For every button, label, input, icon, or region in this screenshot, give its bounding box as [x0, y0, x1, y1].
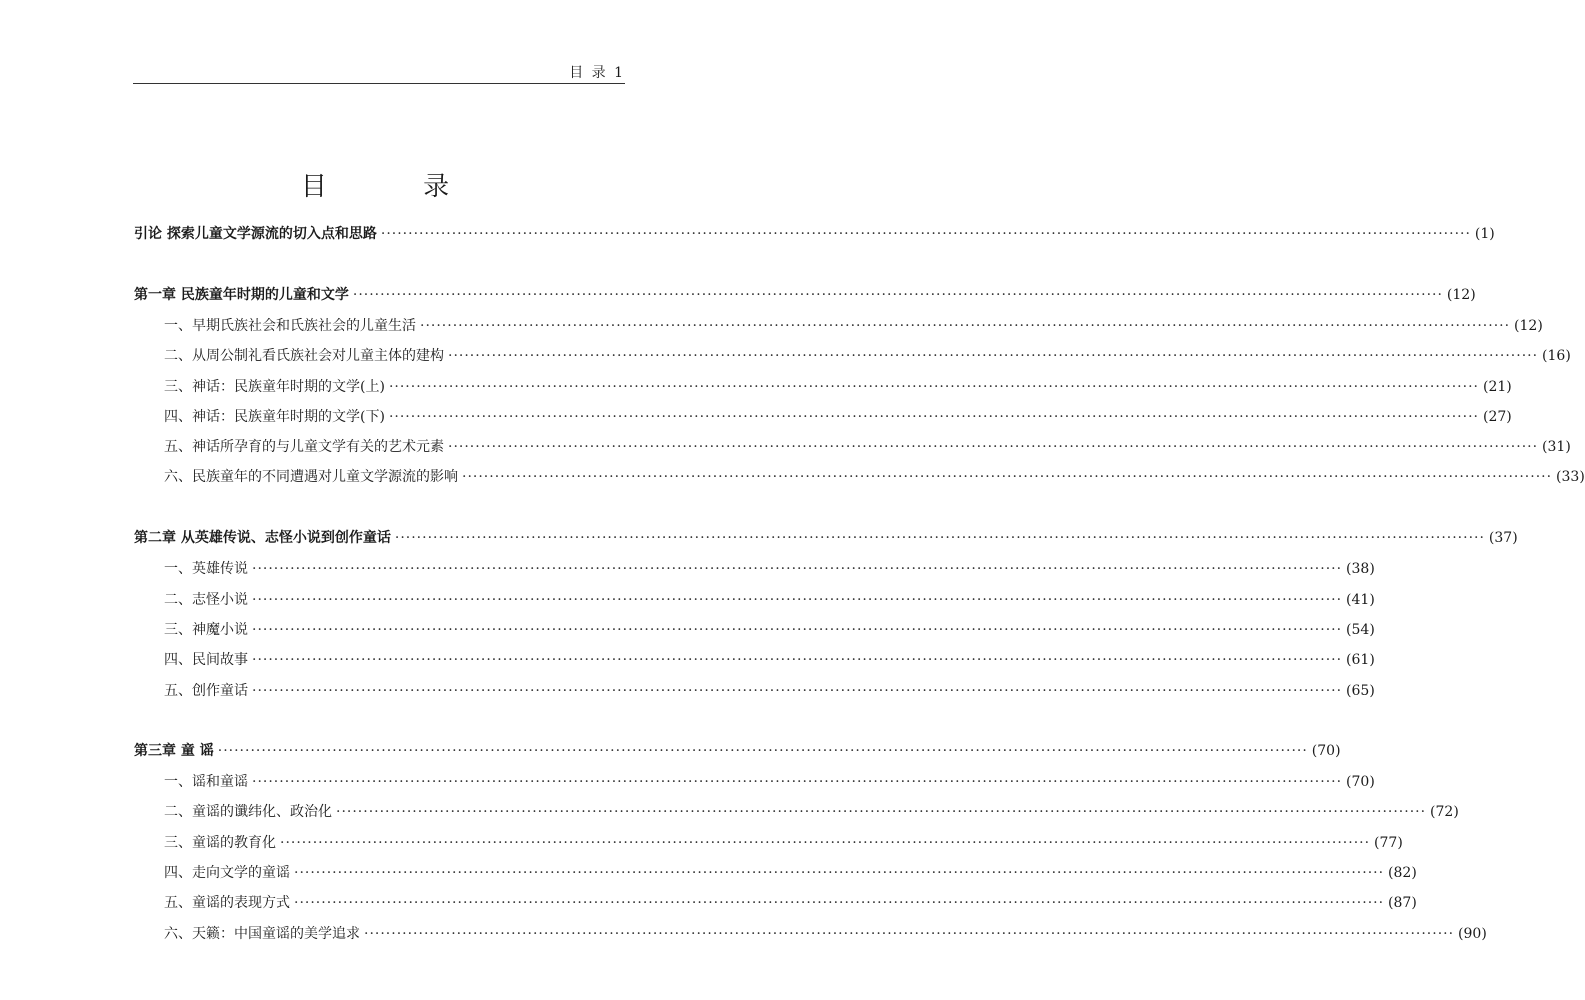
entry-label: 四、民间故事 — [164, 652, 248, 668]
dot-leader: ········································································································································································································ — [364, 926, 1455, 942]
dot-leader: ········································································································································································································ — [294, 865, 1385, 881]
entry-label: 二、童谣的谶纬化、政治化 — [164, 804, 332, 820]
dot-leader: ········································································································································································································ — [352, 287, 1443, 303]
toc-section-entry[interactable] — [164, 316, 1543, 336]
dot-leader: ········································································································································································································ — [280, 835, 1371, 851]
toc-section-entry[interactable] — [164, 924, 1487, 944]
toc-section-entry[interactable] — [164, 559, 1375, 579]
entry-label: 引论 探索儿童文学源流的切入点和思路 — [134, 226, 377, 242]
entry-label: 五、创作童话 — [164, 683, 248, 699]
entry-page-number: (87) — [1388, 895, 1417, 911]
toc-chapter-entry[interactable] — [134, 741, 1341, 761]
dot-leader: ········································································································································································································ — [252, 622, 1343, 638]
toc-section-entry[interactable] — [164, 802, 1459, 822]
toc-section-entry[interactable] — [164, 407, 1512, 427]
dot-leader: ········································································································································································································ — [252, 774, 1343, 790]
dot-leader: ········································································································································································································ — [394, 530, 1485, 546]
entry-page-number: (1) — [1474, 226, 1495, 242]
entry-label: 四、走向文学的童谣 — [164, 865, 290, 881]
entry-label: 一、早期氏族社会和氏族社会的儿童生活 — [164, 318, 416, 334]
entry-label: 二、从周公制礼看氏族社会对儿童主体的建构 — [164, 348, 444, 364]
entry-page-number: (70) — [1311, 743, 1341, 759]
entry-page-number: (12) — [1446, 287, 1476, 303]
entry-page-number: (41) — [1346, 592, 1375, 608]
entry-label: 三、神魔小说 — [164, 622, 248, 638]
toc-section-entry[interactable] — [164, 772, 1375, 792]
dot-leader: ········································································································································································································ — [462, 469, 1553, 485]
toc-chapter-entry[interactable] — [134, 528, 1518, 548]
toc-section-entry[interactable] — [164, 620, 1375, 640]
entry-page-number: (70) — [1346, 774, 1375, 790]
running-head: 目 录 1 — [569, 65, 625, 81]
dot-leader: ········································································································································································································ — [448, 439, 1539, 455]
dot-leader: ········································································································································································································ — [388, 409, 1479, 425]
entry-page-number: (61) — [1346, 652, 1375, 668]
toc-section-entry[interactable] — [164, 437, 1571, 457]
entry-page-number: (38) — [1346, 561, 1375, 577]
entry-label: 四、神话：民族童年时期的文学(下) — [164, 409, 385, 425]
toc-section-entry[interactable] — [164, 590, 1375, 610]
dot-leader: ········································································································································································································ — [217, 743, 1308, 759]
entry-page-number: (33) — [1556, 469, 1585, 485]
entry-label: 六、天籁：中国童谣的美学追求 — [164, 926, 360, 942]
dot-leader: ········································································································································································································ — [380, 226, 1471, 242]
entry-label: 一、英雄传说 — [164, 561, 248, 577]
dot-leader: ········································································································································································································ — [294, 895, 1385, 911]
entry-label: 五、童谣的表现方式 — [164, 895, 290, 911]
entry-page-number: (82) — [1388, 865, 1417, 881]
entry-page-number: (37) — [1488, 530, 1518, 546]
toc-section-entry[interactable] — [164, 377, 1512, 397]
dot-leader: ········································································································································································································ — [252, 683, 1343, 699]
entry-page-number: (27) — [1482, 409, 1512, 425]
toc-section-entry[interactable] — [164, 650, 1375, 670]
toc-section-entry[interactable] — [164, 893, 1417, 913]
toc-section-entry[interactable] — [164, 833, 1403, 853]
toc-title: 目 录 — [300, 172, 494, 202]
entry-label: 第一章 民族童年时期的儿童和文学 — [134, 287, 349, 303]
entry-label: 二、志怪小说 — [164, 592, 248, 608]
entry-page-number: (12) — [1514, 318, 1543, 334]
entry-label: 六、民族童年的不同遭遇对儿童文学源流的影响 — [164, 469, 458, 485]
entry-page-number: (31) — [1542, 439, 1571, 455]
entry-page-number: (16) — [1542, 348, 1571, 364]
entry-label: 五、神话所孕育的与儿童文学有关的艺术元素 — [164, 439, 444, 455]
dot-leader: ········································································································································································································ — [420, 318, 1511, 334]
entry-label: 三、童谣的教育化 — [164, 835, 276, 851]
entry-page-number: (72) — [1430, 804, 1459, 820]
entry-label: 三、神话：民族童年时期的文学(上) — [164, 379, 385, 395]
entry-page-number: (54) — [1346, 622, 1375, 638]
entry-page-number: (77) — [1374, 835, 1403, 851]
dot-leader: ········································································································································································································ — [448, 348, 1539, 364]
dot-leader: ········································································································································································································ — [336, 804, 1427, 820]
entry-label: 第二章 从英雄传说、志怪小说到创作童话 — [134, 530, 391, 546]
toc-section-entry[interactable] — [164, 681, 1375, 701]
toc-section-entry[interactable] — [164, 467, 1585, 487]
entry-label: 第三章 童 谣 — [134, 743, 214, 759]
toc-chapter-entry[interactable] — [134, 285, 1476, 305]
entry-page-number: (90) — [1458, 926, 1487, 942]
entry-page-number: (65) — [1346, 683, 1375, 699]
dot-leader: ········································································································································································································ — [252, 652, 1343, 668]
toc-section-entry[interactable] — [164, 863, 1417, 883]
toc-section-entry[interactable] — [164, 346, 1571, 366]
dot-leader: ········································································································································································································ — [252, 592, 1343, 608]
dot-leader: ········································································································································································································ — [252, 561, 1343, 577]
entry-page-number: (21) — [1482, 379, 1512, 395]
dot-leader: ········································································································································································································ — [388, 379, 1479, 395]
entry-label: 一、谣和童谣 — [164, 774, 248, 790]
toc-chapter-entry[interactable] — [134, 224, 1495, 244]
